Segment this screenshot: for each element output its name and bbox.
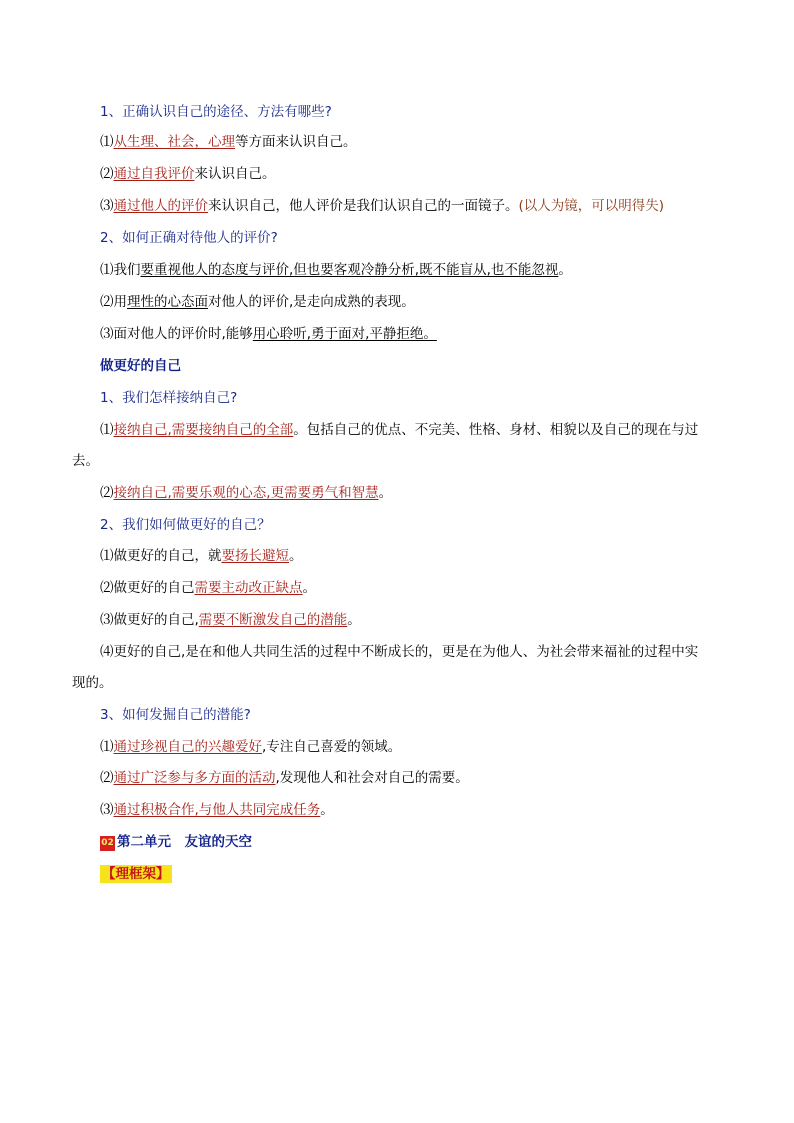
unit-title: 第二单元 友谊的天空 xyxy=(117,834,252,850)
answer-1-2-1: ⑴我们要重视他人的态度与评价,但也要客观冷静分析,既不能盲从,也不能忽视。 xyxy=(100,262,572,278)
answer-1-1-3: ⑶通过他人的评价来认识自己，他人评价是我们认识自己的一面镜子。(以人为镜，可以明得失) xyxy=(100,198,665,214)
answer-2-2-4-continuation: 现的。 xyxy=(72,675,113,691)
answer-2-2-4: ⑷更好的自己,是在和他人共同生活的过程中不断成长的，更是在为他人、为社会带来福祉的过程中实 xyxy=(100,644,699,660)
unit-number-badge: 02 xyxy=(100,836,115,851)
question-2-1: 1、我们怎样接纳自己? xyxy=(100,390,238,406)
question-2-3: 3、如何发掘自己的潜能? xyxy=(100,707,251,723)
answer-1-2-2: ⑵用理性的心态面对他人的评价,是走向成熟的表现。 xyxy=(100,294,415,310)
section-heading: 做更好的自己 xyxy=(100,358,181,374)
answer-1-1-1: ⑴从生理、社会，心理等方面来认识自己。 xyxy=(100,134,357,150)
answer-2-1-2: ⑵接纳自己,需要乐观的心态,更需要勇气和智慧。 xyxy=(100,485,393,501)
framework-tag: 【理框架】 xyxy=(102,866,170,882)
answer-1-1-2: ⑵通过自我评价来认识自己。 xyxy=(100,166,276,182)
question-1-2: 2、如何正确对待他人的评价? xyxy=(100,230,278,246)
answer-2-2-3: ⑶做更好的自己,需要不断激发自己的潜能。 xyxy=(100,612,361,628)
answer-2-3-1: ⑴通过珍视自己的兴趣爱好,专注自己喜爱的领域。 xyxy=(100,739,402,755)
answer-2-1-1-continuation: 去。 xyxy=(72,453,99,469)
unit-heading xyxy=(100,832,252,852)
answer-1-2-3: ⑶面对他人的评价时,能够用心聆听,勇于面对,平静拒绝。 xyxy=(100,326,437,342)
question-1-1: 1、正确认识自己的途径、方法有哪些? xyxy=(100,104,332,120)
question-2-2: 2、我们如何做更好的自己？ xyxy=(100,517,271,533)
answer-2-1-1: ⑴接纳自己,需要接纳自己的全部。包括自己的优点、不完美、性格、身材、相貌以及自己的现在与过 xyxy=(100,422,699,438)
answer-2-2-1: ⑴做更好的自己，就要扬长避短。 xyxy=(100,548,303,564)
framework-label-line xyxy=(100,864,172,884)
answer-2-3-3: ⑶通过积极合作,与他人共同完成任务。 xyxy=(100,802,334,818)
answer-2-3-2: ⑵通过广泛参与多方面的活动,发现他人和社会对自己的需要。 xyxy=(100,770,469,786)
answer-2-2-2: ⑵做更好的自己需要主动改正缺点。 xyxy=(100,580,316,596)
